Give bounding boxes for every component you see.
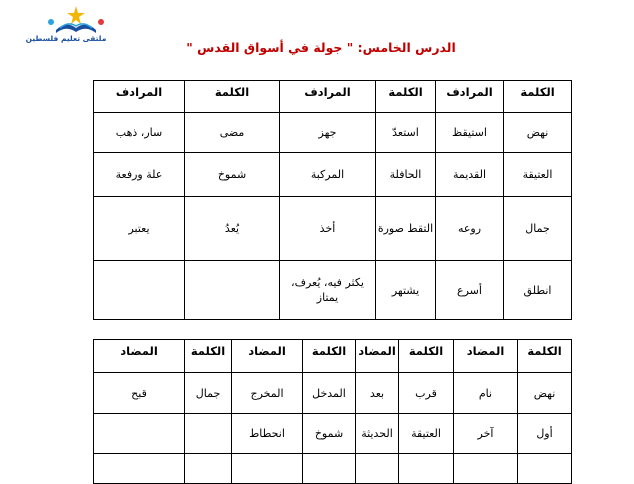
table-cell: أخذ xyxy=(280,197,376,261)
table-row xyxy=(94,113,572,153)
table-cell: شموخ xyxy=(303,414,356,454)
table-cell: يُعدُ xyxy=(185,197,280,261)
table-cell: جمال xyxy=(185,373,232,414)
logo-icon xyxy=(26,2,126,36)
table-cell: انطلق xyxy=(504,261,572,320)
table-cell xyxy=(94,454,185,484)
table-cell: جمال xyxy=(504,197,572,261)
table-cell xyxy=(185,414,232,454)
table-cell: آخر xyxy=(454,414,518,454)
table-cell: بعد xyxy=(356,373,399,414)
table-header-row xyxy=(94,340,572,373)
table-cell xyxy=(303,454,356,484)
table-cell: استعدّ xyxy=(376,113,436,153)
header-cell: المضاد xyxy=(94,340,185,373)
table-cell: العتيقة xyxy=(399,414,454,454)
table-cell: المركبة xyxy=(280,153,376,197)
table-cell: علة ورفعة xyxy=(94,153,185,197)
table-cell: أسرع xyxy=(436,261,504,320)
table-cell xyxy=(94,414,185,454)
table-header-row xyxy=(94,81,572,113)
header-cell: الكلمة xyxy=(185,81,280,113)
table-cell: أول xyxy=(518,414,572,454)
header-cell: الكلمة xyxy=(399,340,454,373)
table-cell: مضى xyxy=(185,113,280,153)
table-cell: يكثر فيه، يُعرف، يمتاز xyxy=(280,261,376,320)
table-row xyxy=(94,373,572,414)
header-cell: الكلمة xyxy=(303,340,356,373)
table-cell: المخرج xyxy=(232,373,303,414)
table-cell: سار، ذهب xyxy=(94,113,185,153)
table-cell: المدخل xyxy=(303,373,356,414)
table-cell: القديمة xyxy=(436,153,504,197)
table-cell: الحافلة xyxy=(376,153,436,197)
table-cell: شموخ xyxy=(185,153,280,197)
table-cell xyxy=(185,261,280,320)
table-cell xyxy=(232,454,303,484)
table-row xyxy=(94,153,572,197)
table-cell xyxy=(518,454,572,484)
synonyms-table xyxy=(93,80,572,320)
table-row xyxy=(94,414,572,454)
table-cell: قرب xyxy=(399,373,454,414)
table-cell: استيقظ xyxy=(436,113,504,153)
header-cell: الكلمة xyxy=(185,340,232,373)
antonyms-table xyxy=(93,339,572,484)
table-cell xyxy=(185,454,232,484)
table-row xyxy=(94,261,572,320)
table-cell: التقط صورة xyxy=(376,197,436,261)
table-cell: الحديثة xyxy=(356,414,399,454)
header-cell: المرادف xyxy=(280,81,376,113)
table-cell xyxy=(94,261,185,320)
table-cell xyxy=(454,454,518,484)
header-cell: المرادف xyxy=(94,81,185,113)
table-cell: قبح xyxy=(94,373,185,414)
table-row xyxy=(94,197,572,261)
table-row xyxy=(94,454,572,484)
header-cell: الكلمة xyxy=(504,81,572,113)
table-cell: نام xyxy=(454,373,518,414)
table-cell: نهض xyxy=(518,373,572,414)
header-cell: المرادف xyxy=(436,81,504,113)
table-cell: انحطاط xyxy=(232,414,303,454)
logo-text: ملتقى تعليم فلسطين xyxy=(25,34,107,43)
lesson-title: الدرس الخامس: " جولة في أسواق القدس " xyxy=(186,40,456,55)
table-cell: روعه xyxy=(436,197,504,261)
header-cell: الكلمة xyxy=(518,340,572,373)
table-cell: يعتبر xyxy=(94,197,185,261)
header-cell: المضاد xyxy=(232,340,303,373)
header-cell: المضاد xyxy=(454,340,518,373)
table-cell: جهز xyxy=(280,113,376,153)
header-cell: المضاد xyxy=(356,340,399,373)
header-cell: الكلمة xyxy=(376,81,436,113)
table-cell xyxy=(399,454,454,484)
table-cell: العتيقة xyxy=(504,153,572,197)
table-cell: يشتهر xyxy=(376,261,436,320)
table-cell: نهض xyxy=(504,113,572,153)
table-cell xyxy=(356,454,399,484)
